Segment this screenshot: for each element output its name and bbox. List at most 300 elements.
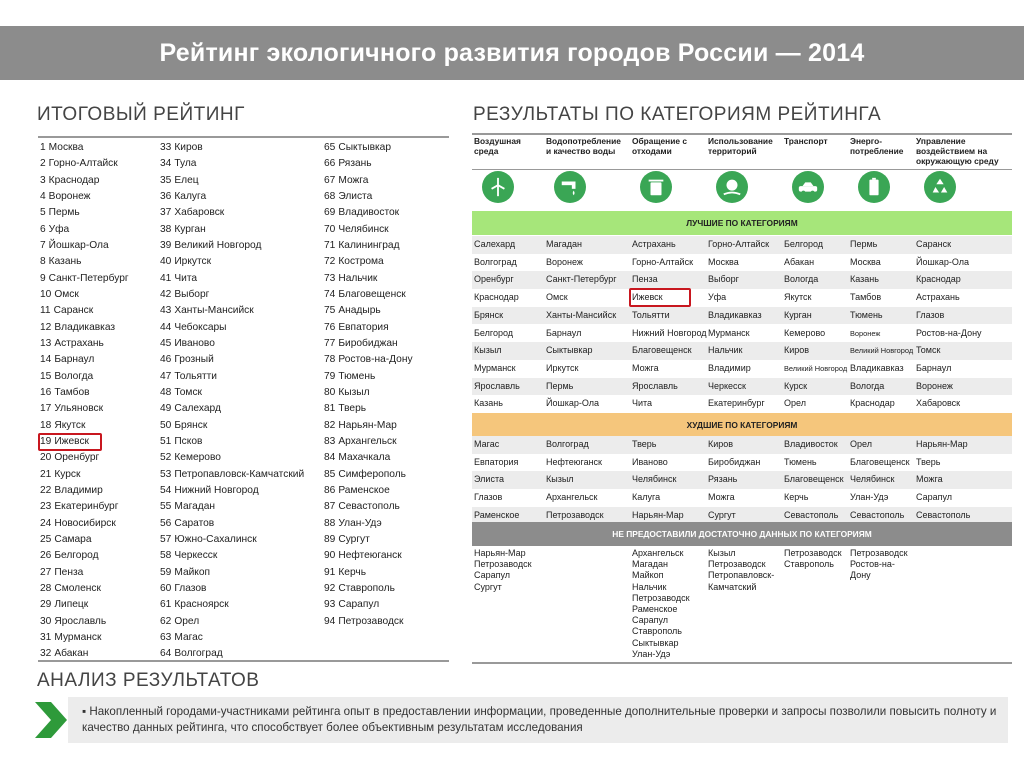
best-row (472, 289, 1012, 307)
category-cell: Великий Новгород (784, 363, 848, 373)
rating-rank: 84 (324, 452, 336, 464)
category-cell: Казань (474, 398, 503, 409)
category-header: Водопотребление и качество воды (546, 136, 621, 156)
rating-item (160, 597, 304, 613)
best-row (472, 307, 1012, 325)
rating-rank: 81 (324, 403, 336, 415)
rating-rank: 19 (40, 435, 52, 447)
rating-city: Самара (54, 533, 92, 545)
rating-item (324, 222, 413, 238)
rating-rank: 27 (40, 566, 52, 578)
category-cell: Тюмень (784, 456, 817, 467)
rating-rank: 40 (160, 256, 172, 268)
recycle-bin-icon (640, 171, 672, 203)
rating-rank: 43 (160, 305, 172, 317)
rating-city: Орел (174, 615, 200, 627)
rating-city: Благовещенск (338, 288, 406, 300)
rating-rank: 64 (160, 648, 172, 660)
rating-rank: 93 (324, 599, 336, 611)
category-cell: Глазов (474, 492, 503, 503)
rating-rank: 37 (160, 207, 172, 219)
bullet: ▪ (82, 705, 90, 718)
rating-item (160, 254, 304, 270)
rating-rank: 50 (160, 419, 172, 431)
rating-rank: 88 (324, 517, 336, 529)
rating-city: Калининград (338, 239, 400, 251)
category-cell: Краснодар (850, 398, 895, 409)
globe-hand-icon (716, 171, 748, 203)
rating-item (160, 222, 304, 238)
category-cell: Воронеж (850, 328, 881, 338)
rating-item (324, 287, 413, 303)
category-cell: Волгоград (474, 256, 517, 267)
worst-row (472, 471, 1012, 489)
best-row (472, 395, 1012, 413)
rating-item (160, 548, 304, 564)
category-cell: Омск (546, 292, 568, 303)
best-row (472, 254, 1012, 272)
rating-rank: 17 (40, 403, 52, 415)
category-cell: Сыктывкар (546, 345, 593, 356)
worst-row (472, 489, 1012, 507)
best-row (472, 360, 1012, 378)
category-cell: Глазов (916, 309, 945, 320)
rating-rank: 38 (160, 223, 172, 235)
rating-item (40, 336, 129, 352)
rating-item (40, 369, 129, 385)
category-cell: Можга (916, 474, 943, 485)
category-cell: Вологда (850, 380, 885, 391)
rating-rank: 51 (160, 435, 172, 447)
category-cell: Курган (784, 309, 812, 320)
rating-rank: 35 (160, 174, 172, 186)
rating-rank: 58 (160, 550, 172, 562)
rating-rank: 31 (40, 631, 52, 643)
rating-city: Ульяновск (54, 403, 104, 415)
category-cell: Владикавказ (850, 362, 904, 373)
category-cell: Орел (850, 439, 872, 449)
rating-item (160, 418, 304, 434)
rating-rank: 4 (40, 190, 46, 202)
category-cell: Челябинск (632, 474, 677, 485)
rating-city: Биробиджан (338, 337, 398, 349)
table-bottom-rule (472, 662, 1012, 664)
rating-city: Петрозаводск (338, 615, 404, 627)
rating-city: Сарапул (338, 599, 380, 611)
category-cell: Киров (708, 439, 734, 449)
rating-city: Ставрополь (338, 582, 395, 594)
category-cell: Екатеринбург (708, 398, 765, 409)
category-cell: Иваново (632, 456, 668, 467)
rating-rank: 30 (40, 615, 52, 627)
rating-item (40, 205, 129, 221)
rating-item (160, 483, 304, 499)
rating-rank: 63 (160, 631, 172, 643)
rating-city: Махачкала (338, 452, 391, 464)
category-cell: Нальчик (708, 345, 743, 356)
rating-item (160, 614, 304, 630)
rating-city: Элиста (338, 190, 373, 202)
wind-turbine-icon (482, 171, 514, 203)
rating-rank: 15 (40, 370, 52, 382)
category-cell: Йошкар-Ола (916, 256, 969, 267)
rating-city: Южно-Сахалинск (174, 533, 257, 545)
category-cell: Москва (850, 256, 881, 267)
rating-item (324, 254, 413, 270)
category-cell: Томск (916, 345, 941, 356)
rating-item (40, 320, 129, 336)
category-cell: Горно-Алтайск (708, 239, 770, 249)
category-cell: Петрозаводск (546, 509, 604, 520)
rating-city: Тула (174, 158, 197, 170)
rating-city: Керчь (338, 566, 367, 578)
category-cell: Тамбов (850, 292, 882, 303)
table-top-rule (472, 133, 1012, 135)
rating-item (160, 189, 304, 205)
rating-item (160, 581, 304, 597)
rating-item (324, 173, 413, 189)
rating-rank: 68 (324, 190, 336, 202)
category-cell: Кемерово (784, 327, 826, 338)
rating-item (40, 140, 129, 156)
rating-rank: 23 (40, 501, 52, 513)
rating-item (160, 320, 304, 336)
rating-city: Саранск (53, 305, 94, 317)
rating-rank: 65 (324, 142, 336, 153)
rating-rank: 70 (324, 223, 336, 235)
rating-item (324, 565, 413, 581)
rating-rank: 21 (40, 468, 52, 480)
page-title: Рейтинг экологичного развития городов России — 2014 (0, 26, 1024, 80)
rating-city: Уфа (48, 223, 70, 235)
rating-rank: 3 (40, 174, 46, 186)
rating-city: Чебоксары (174, 321, 227, 333)
rating-rank: 22 (40, 484, 52, 496)
rating-city: Якутск (54, 419, 86, 431)
rating-city: Нарьян-Мар (338, 419, 397, 431)
rating-item (40, 450, 129, 466)
rating-item (40, 222, 129, 238)
rating-rank: 53 (160, 468, 172, 480)
highlight-box (629, 288, 691, 307)
rating-rank: 11 (40, 305, 51, 317)
rating-rank: 66 (324, 158, 336, 170)
rating-rank: 12 (40, 321, 52, 333)
rating-item (324, 516, 413, 532)
category-cell: Рязань (708, 474, 738, 485)
rating-rank: 77 (324, 337, 336, 349)
rating-city: Санкт-Петербург (48, 272, 129, 284)
rating-city: Оренбург (54, 452, 100, 464)
worst-row (472, 454, 1012, 472)
category-cell: Благовещенск (632, 345, 692, 356)
header-rule (472, 169, 1012, 170)
best-row (472, 378, 1012, 396)
rating-rank: 52 (160, 452, 172, 464)
rating-city: Тюмень (338, 370, 376, 382)
rating-city: Курган (174, 223, 206, 235)
category-cell: Брянск (474, 309, 504, 320)
rating-rank: 62 (160, 615, 172, 627)
rating-rank: 55 (160, 501, 172, 513)
rating-rank: 36 (160, 190, 172, 202)
rating-rank: 20 (40, 452, 52, 464)
category-cell: Ярославль (632, 380, 678, 391)
category-cell: Абакан (784, 256, 815, 267)
rating-city: Симферополь (338, 468, 406, 480)
category-header: Энерго- потребление (850, 136, 904, 156)
category-cell: Мурманск (708, 327, 750, 338)
rating-city: Архангельск (338, 435, 397, 447)
rating-item (40, 352, 129, 368)
rating-city: Сыктывкар (338, 142, 392, 153)
category-cell: Уфа (708, 292, 727, 303)
rating-city: Ростов-на-Дону (338, 354, 413, 366)
best-band: ЛУЧШИЕ ПО КАТЕГОРИЯМ (472, 211, 1012, 235)
rating-city: Великий Новгород (174, 239, 262, 251)
rating-rank: 73 (324, 272, 336, 284)
rating-item (40, 418, 129, 434)
rating-rank: 79 (324, 370, 336, 382)
category-cell: Тольятти (632, 309, 670, 320)
rating-item (40, 614, 129, 630)
category-cell: Пермь (546, 380, 574, 391)
rating-item (160, 532, 304, 548)
category-cell: Керчь (784, 492, 809, 503)
rating-city: Курск (54, 468, 81, 480)
category-cell: Выборг (708, 274, 739, 285)
category-cell: Барнаул (546, 327, 582, 338)
category-cell: Барнаул (916, 362, 952, 373)
category-cell: Вологда (784, 274, 819, 285)
worst-row (472, 436, 1012, 454)
category-cell: Воронеж (546, 256, 583, 267)
category-cell: Иркутск (546, 362, 579, 373)
rating-city: Петропавловск-Камчатский (174, 468, 305, 480)
rating-rank: 57 (160, 533, 172, 545)
category-cell: Астрахань (632, 239, 676, 249)
rating-rank: 89 (324, 533, 336, 545)
rating-city: Севастополь (338, 501, 400, 513)
rating-rank: 86 (324, 484, 336, 496)
rating-item (324, 156, 413, 172)
category-cell: Магадан (546, 239, 582, 249)
rating-rank: 82 (324, 419, 336, 431)
rating-rank: 42 (160, 288, 172, 300)
best-row (472, 236, 1012, 254)
rating-rank: 71 (324, 239, 336, 251)
category-cell: Кызыл (474, 345, 502, 356)
rating-city: Горно-Алтайск (48, 158, 118, 170)
rating-rank: 14 (40, 354, 52, 366)
rating-city: Пенза (54, 566, 84, 578)
rating-city: Кострома (338, 256, 384, 268)
rating-item (160, 352, 304, 368)
rating-item (160, 630, 304, 646)
category-cell: Калуга (632, 492, 661, 503)
rating-item (324, 450, 413, 466)
rating-city: Нефтеюганск (338, 550, 402, 562)
rating-city: Вологда (54, 370, 94, 382)
rating-city: Челябинск (338, 223, 389, 235)
rating-city: Волгоград (174, 648, 223, 660)
rating-item (324, 205, 413, 221)
rating-city: Калуга (174, 190, 207, 202)
rating-city: Владикавказ (54, 321, 116, 333)
rating-rank: 72 (324, 256, 336, 268)
rating-item (160, 369, 304, 385)
rating-rank: 59 (160, 566, 172, 578)
rating-city: Иваново (174, 337, 215, 349)
rating-city: Тверь (338, 403, 367, 415)
rating-city: Нальчик (338, 272, 378, 284)
rating-city: Ханты-Мансийск (174, 305, 254, 317)
category-cell: Салехард (474, 239, 516, 249)
analysis-bullet-1: Накопленный городами-участниками рейтинга опыт в предоставлении информации, проведенные дополнительные проверки и запросы позволили повысить полноту и качество данных рейтинга, что способствует более объективным результатам исследования (82, 705, 997, 734)
rating-rank: 75 (324, 305, 336, 317)
rating-rank: 13 (40, 337, 52, 349)
rating-rank: 8 (40, 256, 46, 268)
rating-city: Владивосток (338, 207, 400, 219)
car-icon (792, 171, 824, 203)
rating-item (160, 646, 304, 662)
rating-city: Москва (48, 142, 84, 153)
rating-item (324, 499, 413, 515)
rating-city: Красноярск (174, 599, 229, 611)
rating-city: Евпатория (338, 321, 389, 333)
category-cell: Астрахань (916, 292, 960, 303)
category-results-table (472, 133, 1012, 664)
rating-rank: 46 (160, 354, 172, 366)
rating-rank: 80 (324, 386, 336, 398)
rating-rank: 9 (40, 272, 46, 284)
rating-city: Брянск (174, 419, 208, 431)
category-cell: Ярославль (474, 380, 520, 391)
category-cell: Йошкар-Ола (546, 398, 599, 409)
rating-city: Тамбов (54, 386, 90, 398)
category-cell: Биробиджан (708, 456, 761, 467)
rating-rank: 74 (324, 288, 336, 300)
rating-rank: 69 (324, 207, 336, 219)
category-cell: Магас (474, 439, 500, 449)
rating-item (40, 287, 129, 303)
rating-city: Кызыл (338, 386, 370, 398)
rating-item (40, 173, 129, 189)
category-cell: Элиста (474, 474, 504, 485)
rating-item (324, 581, 413, 597)
rating-city: Саратов (174, 517, 215, 529)
rating-item (160, 238, 304, 254)
rating-city: Киров (174, 142, 203, 153)
rating-city: Чита (174, 272, 198, 284)
recycle-arrows-icon (924, 171, 956, 203)
water-tap-icon (554, 171, 586, 203)
rating-rank: 34 (160, 158, 172, 170)
nodata-cell: Кызыл Петрозаводск Петропавловск- Камчатский (708, 548, 775, 592)
nodata-cell: Нарьян-Мар Петрозаводск Сарапул Сургут (474, 548, 532, 592)
best-row (472, 271, 1012, 289)
rating-item (160, 467, 304, 483)
category-cell: Тверь (916, 456, 941, 467)
rating-city: Абакан (54, 648, 89, 660)
category-cell: Великий Новгород (850, 346, 914, 356)
rating-item (40, 597, 129, 613)
rating-rank: 78 (324, 354, 336, 366)
rating-item (40, 516, 129, 532)
rating-rank: 25 (40, 533, 52, 545)
category-cell: Оренбург (474, 274, 514, 285)
category-cell: Нефтеюганск (546, 456, 602, 467)
rating-item (160, 499, 304, 515)
rating-city: Казань (48, 256, 82, 268)
rating-city: Белгород (54, 550, 99, 562)
category-cell: Архангельск (546, 492, 598, 503)
category-cell: Улан-Удэ (850, 492, 889, 503)
rating-city: Барнаул (54, 354, 95, 366)
rating-rank: 24 (40, 517, 52, 529)
rating-item (324, 336, 413, 352)
category-results-heading: РЕЗУЛЬТАТЫ ПО КАТЕГОРИЯМ РЕЙТИНГА (473, 104, 882, 125)
rating-item (160, 516, 304, 532)
rating-item (324, 532, 413, 548)
rating-item (160, 173, 304, 189)
analysis-text (82, 704, 1006, 736)
rating-rank: 26 (40, 550, 52, 562)
rating-item (324, 303, 413, 319)
category-cell: Раменское (474, 509, 520, 520)
category-header: Транспорт (784, 136, 828, 146)
rating-rank: 10 (40, 288, 52, 300)
category-cell: Белгород (474, 327, 514, 338)
category-cell: Владикавказ (708, 309, 762, 320)
rating-item (324, 320, 413, 336)
rating-item (324, 434, 413, 450)
rating-city: Черкесск (174, 550, 218, 562)
rating-rank: 6 (40, 223, 46, 235)
category-cell: Нарьян-Мар (632, 509, 684, 520)
rating-column (160, 140, 304, 663)
rating-city: Владимир (54, 484, 103, 496)
rating-city: Елец (174, 174, 199, 186)
category-cell: Горно-Алтайск (632, 256, 694, 267)
rating-item (160, 385, 304, 401)
category-cell: Севастополь (784, 509, 839, 520)
rating-item (40, 581, 129, 597)
rating-rank: 56 (160, 517, 172, 529)
category-header: Управление воздействием на окружающую среду (916, 136, 999, 166)
rating-rank: 61 (160, 599, 172, 611)
category-cell: Севастополь (916, 509, 971, 520)
rating-rank: 49 (160, 403, 172, 415)
rating-item (324, 238, 413, 254)
rating-city: Йошкар-Ола (48, 239, 109, 251)
rating-item (324, 548, 413, 564)
rating-item (40, 646, 129, 662)
rating-city: Пермь (48, 207, 80, 219)
category-cell: Киров (784, 345, 810, 356)
rating-city: Томск (174, 386, 202, 398)
rating-rank: 45 (160, 337, 172, 349)
category-header: Обращение с отходами (632, 136, 688, 156)
rating-rank: 91 (324, 566, 336, 578)
category-cell: Москва (708, 256, 739, 267)
rating-city: Воронеж (48, 190, 91, 202)
rating-city: Липецк (54, 599, 89, 611)
rating-item (40, 189, 129, 205)
category-cell: Якутск (784, 292, 812, 303)
rating-city: Тольятти (174, 370, 218, 382)
rating-city: Псков (174, 435, 203, 447)
